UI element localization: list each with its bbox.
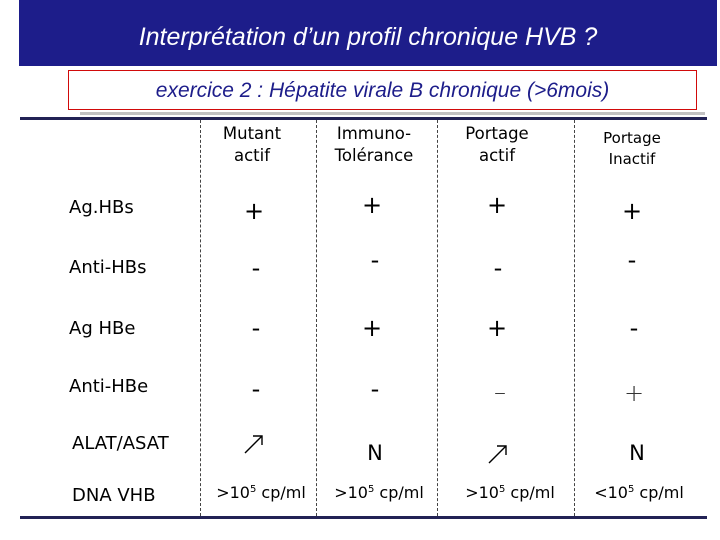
cell-aghbs-mutant: + [243,197,265,225]
cell-alat-portage-inactif: N [629,441,645,465]
table-bottom-rule [20,516,707,519]
cell-dna-portage-actif: $>10^5$ cp/ml [465,483,555,502]
cell-antihbe-immuno: - [370,375,380,403]
slide-title: Interprétation d’un profil chronique HVB ? [138,23,598,51]
row-label-ag-hbe: Ag HBe [69,318,136,339]
table-top-rule [20,117,707,120]
cell-antihbe-portage-inactif: + [623,379,645,407]
row-label-alat-asat: ALAT/ASAT [72,433,169,454]
slide-subtitle: exercice 2 : Hépatite virale B chronique (>6mois) [155,79,610,102]
cell-dna-portage-inactif: $<10^5$ cp/ml [594,483,684,502]
column-divider [200,120,201,516]
row-label-dna-vhb: DNA VHB [72,485,156,506]
cell-antihbs-portage-actif: - [493,254,503,282]
cell-antihbs-mutant: - [251,254,261,282]
row-label-aghbs: Ag.HBs [69,197,134,218]
cell-aghbe-immuno: + [361,314,383,342]
cell-aghbe-portage-inactif: - [629,314,639,342]
cell-antihbe-portage-actif: – [494,378,506,406]
subtitle-shadow [80,112,705,115]
increase-arrow-icon [224,432,284,456]
header-portage-actif: Portage actif [465,124,529,165]
column-divider [574,120,575,516]
increase-arrow-icon [468,442,528,466]
cell-aghbe-portage-actif: + [486,314,508,342]
cell-aghbs-portage-inactif: + [621,197,643,225]
cell-aghbs-portage-actif: + [486,191,508,219]
cell-antihbs-immuno: - [370,246,380,274]
header-portage-inactif: Portage Inactif [603,129,661,168]
header-mutant-actif: Mutant actif [222,124,282,165]
cell-antihbs-portage-inactif: - [627,246,637,274]
row-label-anti-hbs: Anti-HBs [69,257,147,278]
header-immuno-tolerance: Immuno- Tolérance [334,124,414,165]
cell-dna-immuno: $>10^5$ cp/ml [334,483,424,502]
row-label-anti-hbe: Anti-HBe [69,376,149,397]
cell-dna-mutant: $>10^5$ cp/ml [216,483,306,502]
subtitle-box [68,70,697,110]
column-divider [437,120,438,516]
cell-alat-immuno: N [367,441,383,465]
column-divider [316,120,317,516]
cell-aghbs-immuno: + [361,191,383,219]
title-bar [19,0,717,66]
cell-aghbe-mutant: - [251,314,261,342]
cell-antihbe-mutant: - [251,375,261,403]
